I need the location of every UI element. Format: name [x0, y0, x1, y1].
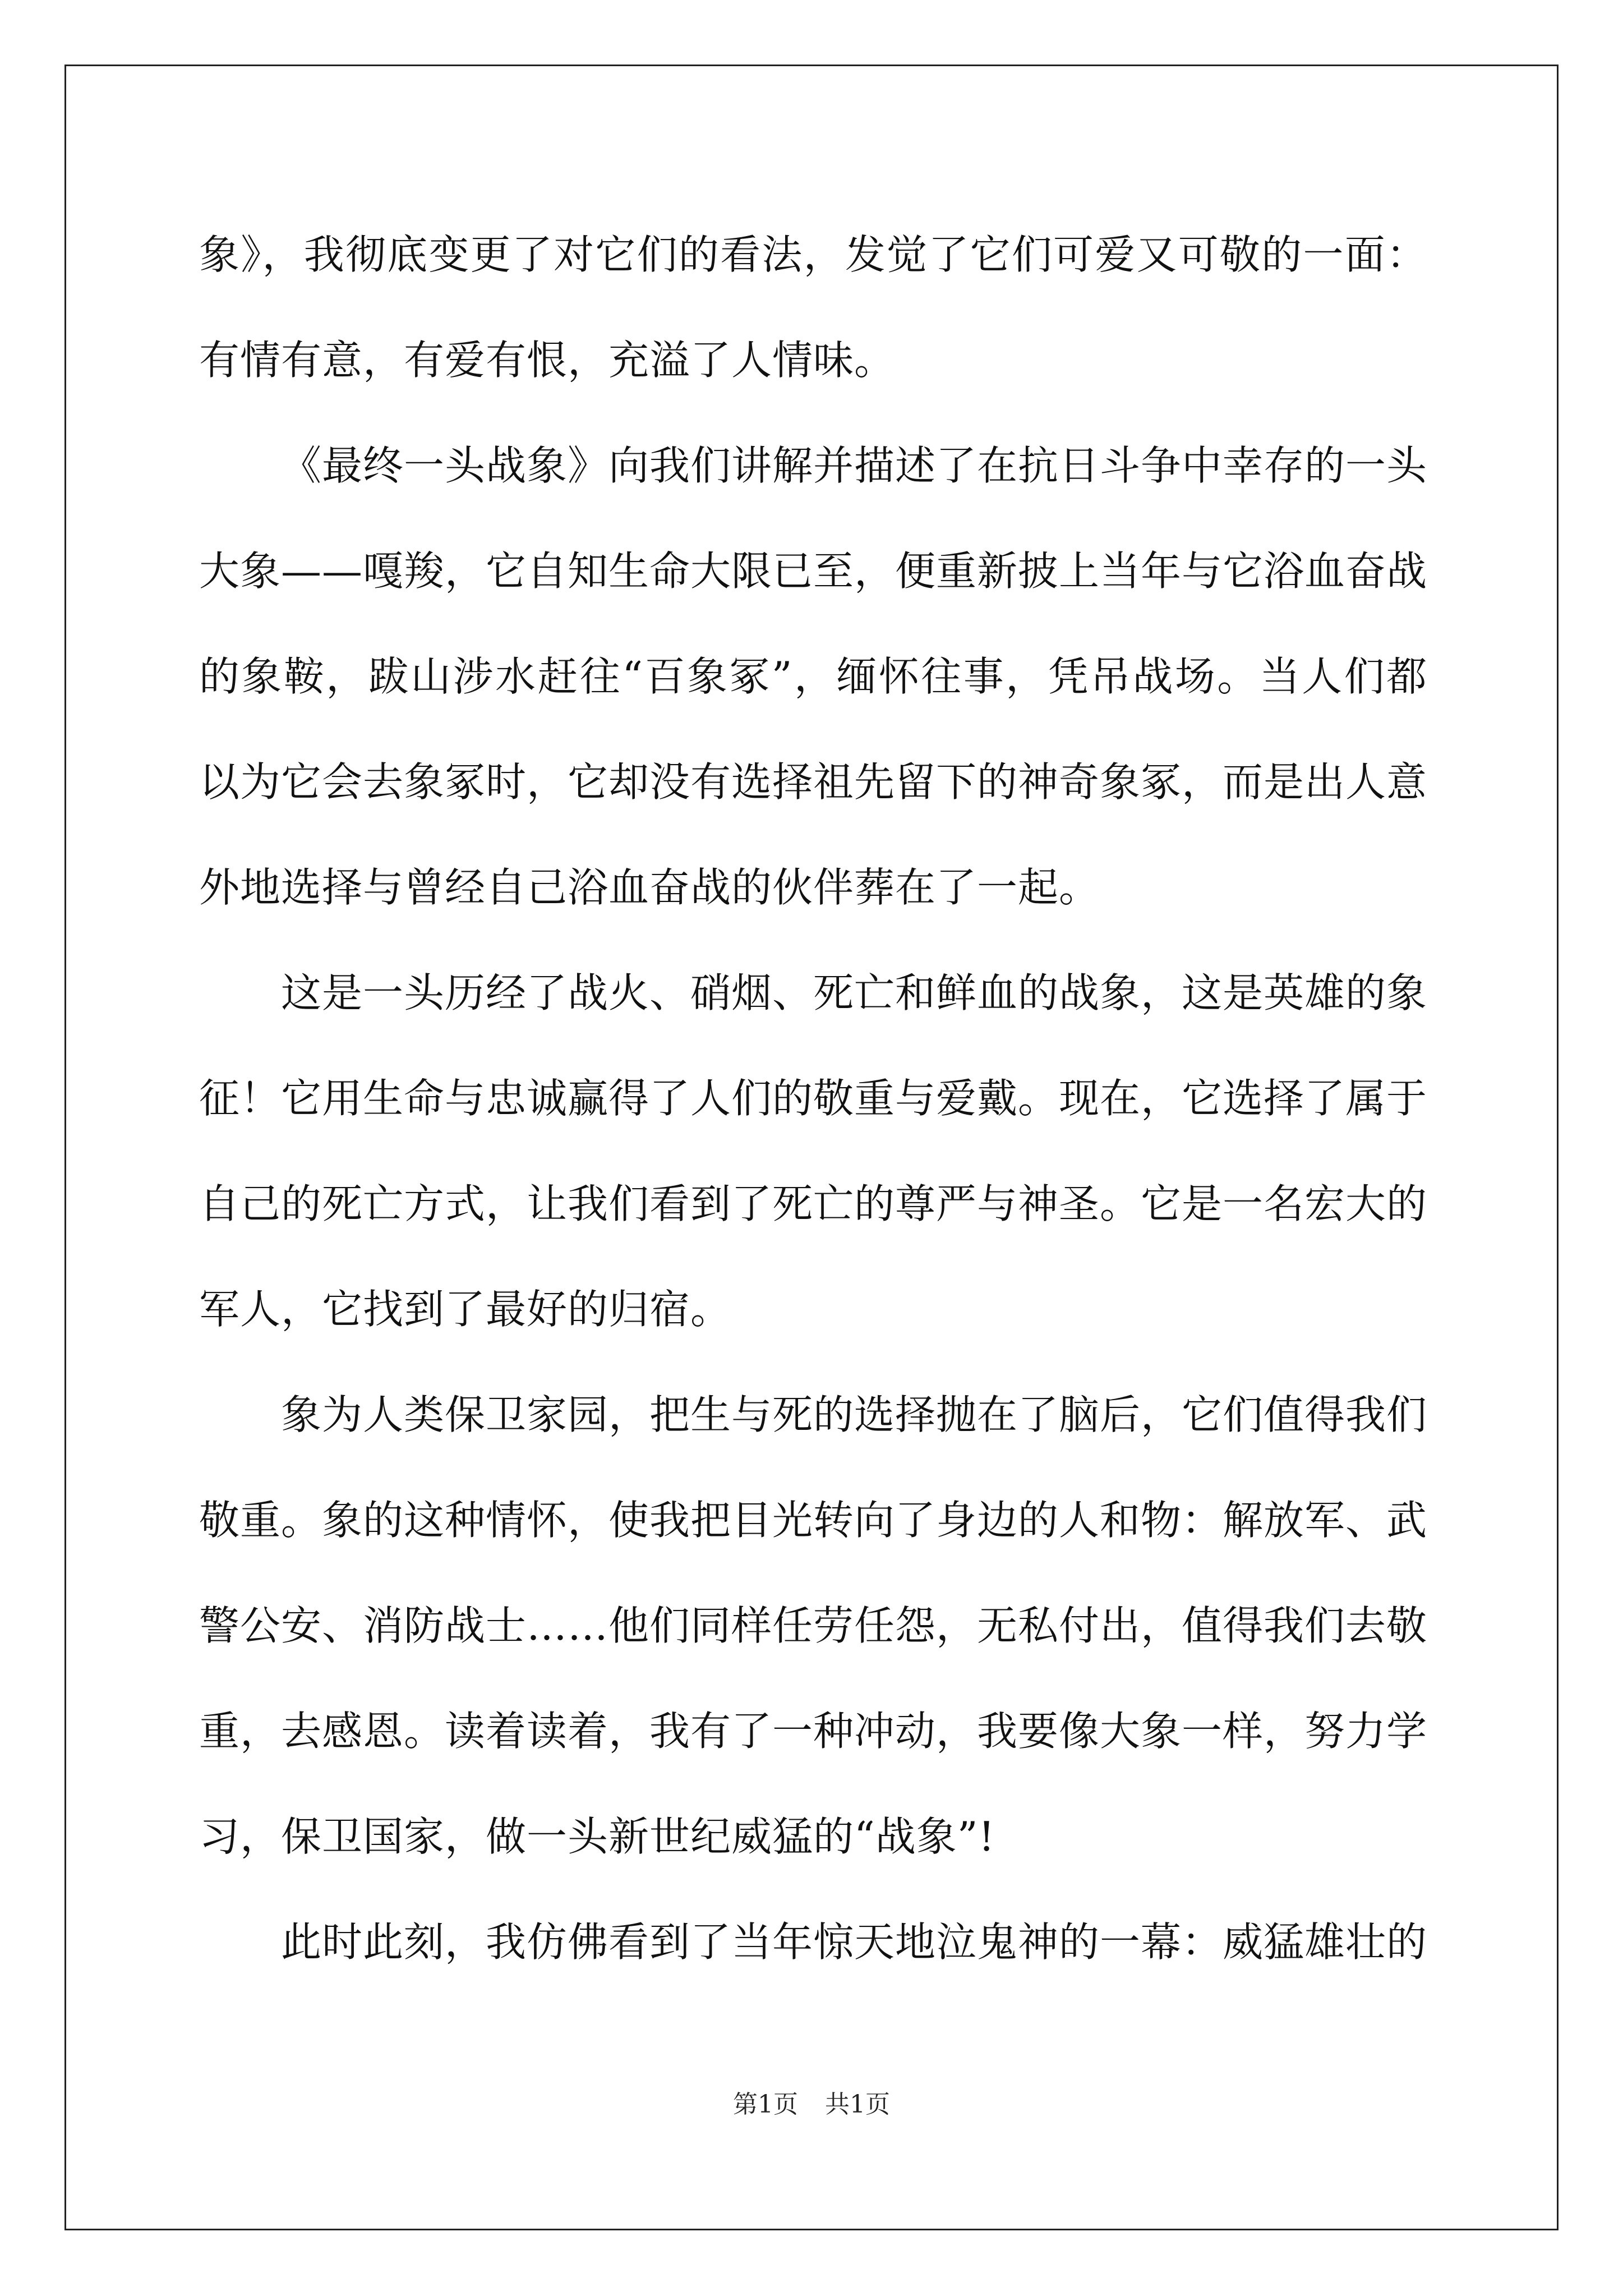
- page-total: 共1页: [825, 2090, 890, 2119]
- paragraph-1: 象》，我彻底变更了对它们的看法，发觉了它们可爱又可敬的一面：有情有意，有爱有恨，充溢了人情味。: [199, 231, 1427, 384]
- paragraph-3: 这是一头历经了战火、硝烟、死亡和鲜血的战象，这是英雄的象征！它用生命与忠诚赢得了人们的敬重与爱戴。现在，它选择了属于自己的死亡方式，让我们看到了死亡的尊严与神圣。它是一名宏大的军人，它找到了最好的归宿。: [199, 969, 1428, 1333]
- page-footer: [0, 2088, 1623, 2122]
- page-number: 第1页: [733, 2090, 798, 2119]
- document-body: [199, 202, 1427, 1995]
- paragraph-4: 象为人类保卫家园，把生与死的选择抛在了脑后，它们值得我们敬重。象的这种情怀，使我把目光转向了身边的人和物：解放军、武警公安、消防战士……他们同样任劳任怨，无私付出，值得我们去敬重，去感恩。读着读着，我有了一种冲动，我要像大象一样，努力学习，保卫国家，做一头新世纪威猛的“战象”!: [199, 1391, 1428, 1860]
- paragraph-2: 《最终一头战象》向我们讲解并描述了在抗日斗争中幸存的一头大象——嘎羧，它自知生命大限已至，便重新披上当年与它浴血奋战的象鞍，跋山涉水赶往“百象冢”，缅怀往事，凭吊战场。当人们都以为它会去象冢时，它却没有选择祖先留下的神奇象冢，而是出人意外地选择与曾经自己浴血奋战的伙伴葬在了一起。: [199, 442, 1428, 911]
- paragraph-5: 此时此刻，我仿佛看到了当年惊天地泣鬼神的一幕：威猛雄壮的: [281, 1918, 1428, 1966]
